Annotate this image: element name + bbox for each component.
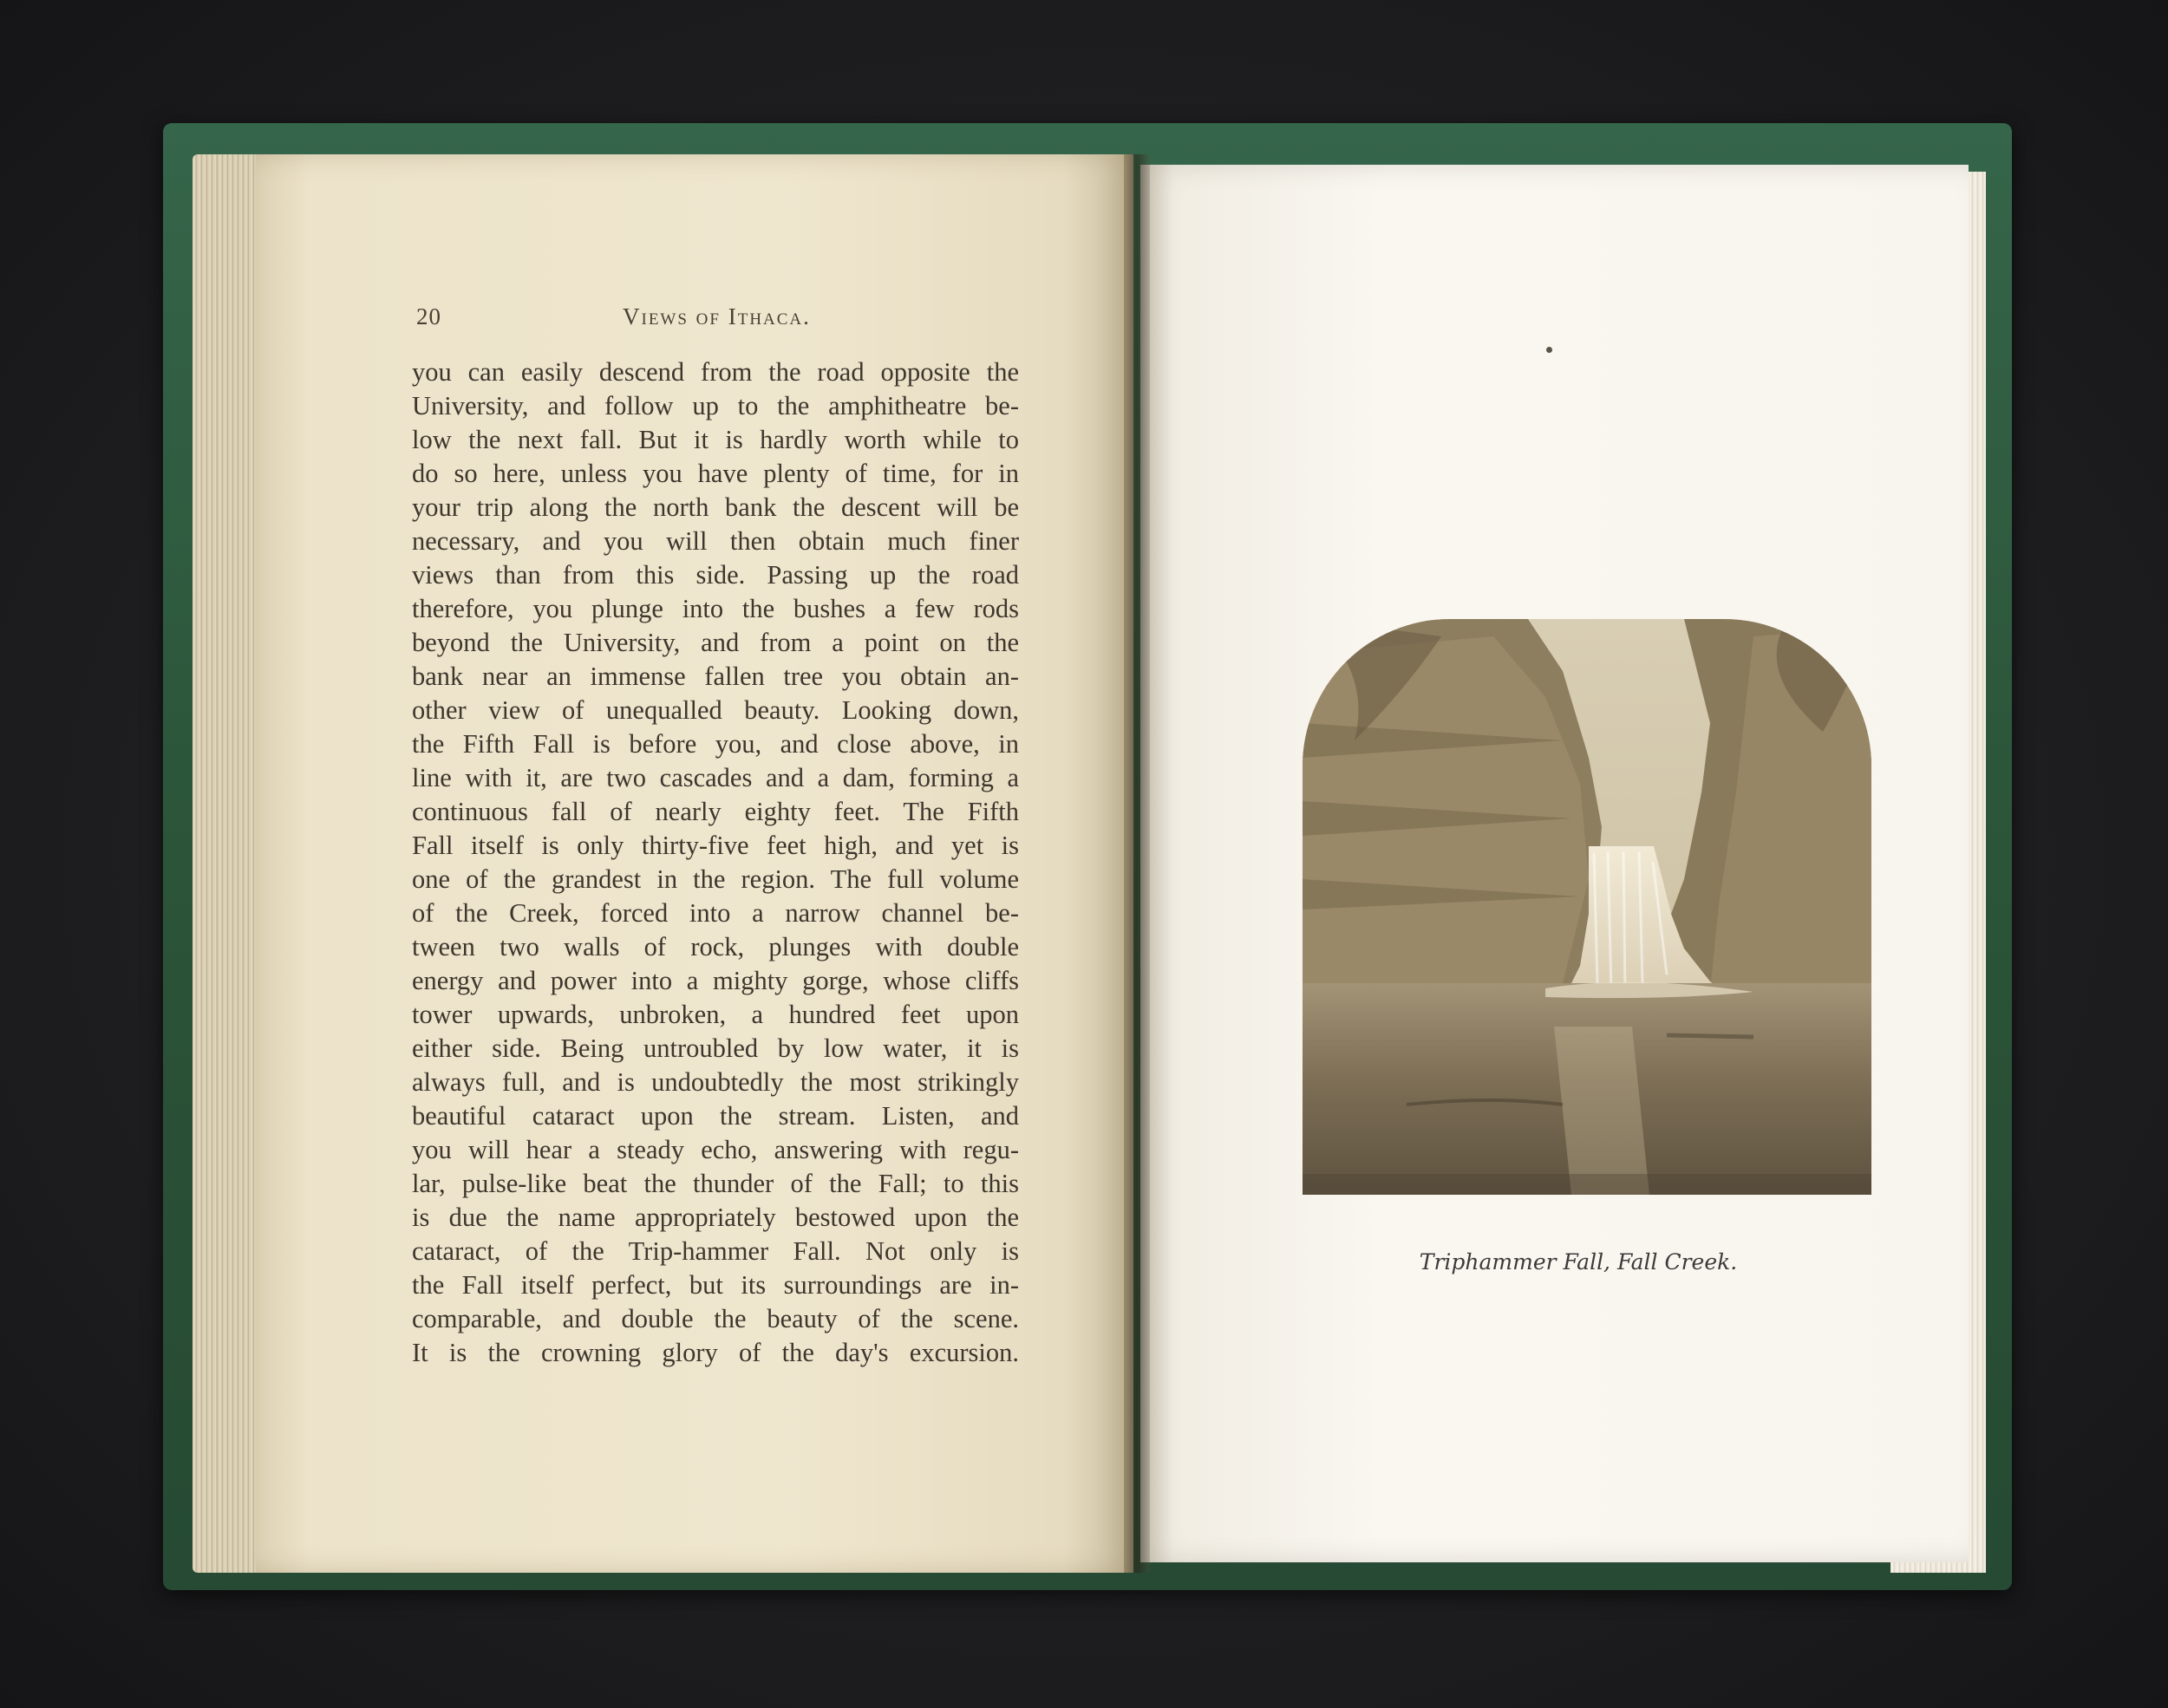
photo-caption: Triphammer Fall, Fall Creek. bbox=[1419, 1249, 1738, 1274]
text-line: low the next fall. But it is hardly worth while to bbox=[412, 425, 1019, 454]
book-gutter bbox=[1124, 154, 1150, 1573]
text-line: continuous fall of nearly eighty feet. The Fifth bbox=[412, 797, 1019, 826]
text-line: you will hear a steady echo, answering with regu- bbox=[412, 1135, 1019, 1164]
text-line: do so here, unless you have plenty of time, for in bbox=[412, 459, 1019, 488]
text-line: necessary, and you will then obtain much finer bbox=[412, 526, 1019, 556]
text-line: therefore, you plunge into the bushes a few rods bbox=[412, 594, 1019, 623]
waterfall-photograph bbox=[1303, 619, 1871, 1195]
text-line: you can easily descend from the road opposite the bbox=[412, 357, 1019, 387]
text-line: University, and follow up to the amphitheatre be- bbox=[412, 391, 1019, 420]
page-speck bbox=[1546, 347, 1552, 353]
text-line: views than from this side. Passing up the road bbox=[412, 560, 1019, 590]
text-line: Fall itself is only thirty-five feet high, and yet is bbox=[412, 831, 1019, 860]
text-line: comparable, and double the beauty of the scene. bbox=[412, 1304, 1019, 1333]
text-line: either side. Being untroubled by low water, it is bbox=[412, 1033, 1019, 1063]
text-line: line with it, are two cascades and a dam, forming a bbox=[412, 763, 1019, 792]
text-line: tween two walls of rock, plunges with double bbox=[412, 932, 1019, 962]
text-line: bank near an immense fallen tree you obtain an- bbox=[412, 662, 1019, 691]
text-line: the Fifth Fall is before you, and close above, in bbox=[412, 729, 1019, 759]
text-line: energy and power into a mighty gorge, whose cliffs bbox=[412, 966, 1019, 995]
text-line: It is the crowning glory of the day's excursion. bbox=[412, 1338, 1019, 1367]
body-text bbox=[412, 355, 1019, 1370]
text-line: one of the grandest in the region. The full volume bbox=[412, 864, 1019, 894]
text-line: beyond the University, and from a point on the bbox=[412, 628, 1019, 657]
running-head: Views of Ithaca. bbox=[623, 303, 811, 329]
text-line: cataract, of the Trip-hammer Fall. Not only is bbox=[412, 1236, 1019, 1266]
text-line: always full, and is undoubtedly the most strikingly bbox=[412, 1067, 1019, 1097]
text-line: your trip along the north bank the descent will be bbox=[412, 492, 1019, 522]
page-number: 20 bbox=[416, 303, 441, 329]
text-line: is due the name appropriately bestowed upon the bbox=[412, 1203, 1019, 1232]
text-line: the Fall itself perfect, but its surroundings are in- bbox=[412, 1270, 1019, 1300]
text-line: lar, pulse-like beat the thunder of the Fall; to this bbox=[412, 1169, 1019, 1198]
page-header bbox=[416, 303, 1023, 338]
text-line: of the Creek, forced into a narrow channel be- bbox=[412, 898, 1019, 928]
text-line: other view of unequalled beauty. Looking down, bbox=[412, 695, 1019, 725]
waterfall-photo-illustration bbox=[1303, 619, 1871, 1195]
text-line: tower upwards, unbroken, a hundred feet upon bbox=[412, 1000, 1019, 1029]
text-line: beautiful cataract upon the stream. Listen, and bbox=[412, 1101, 1019, 1131]
